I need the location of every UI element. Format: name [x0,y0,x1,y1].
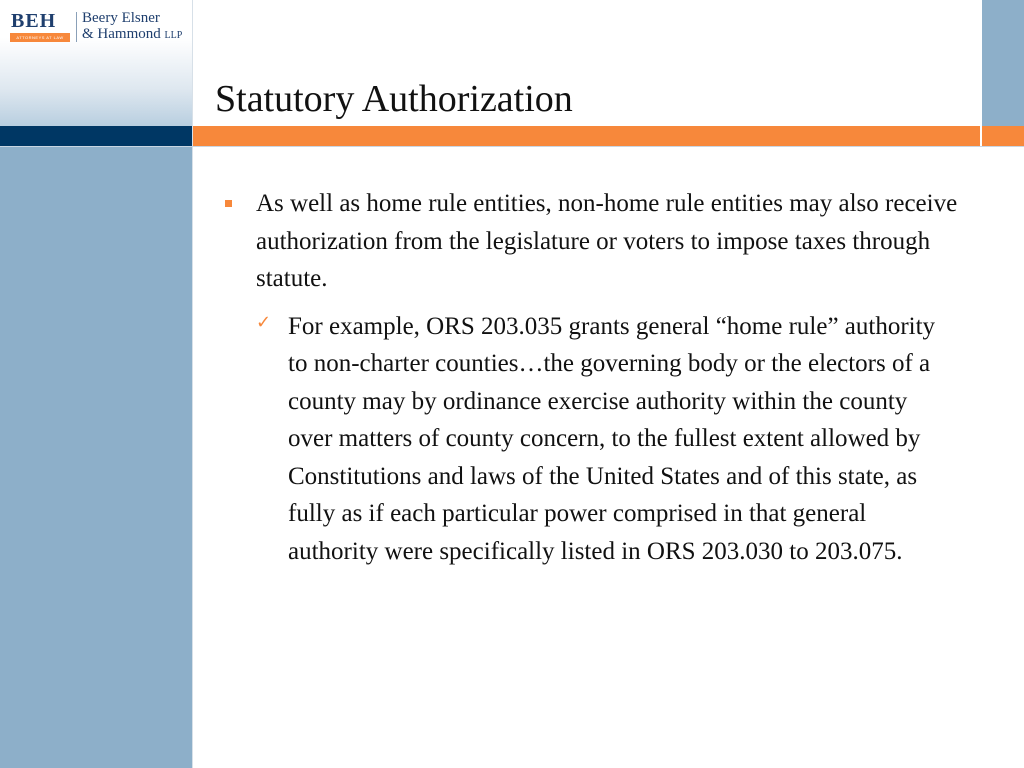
firm-logo [10,10,185,46]
logo-firm-name [82,10,182,44]
square-bullet-icon [225,200,232,207]
right-blue-strip [982,0,1024,126]
slide-title: Statutory Authorization [215,78,573,120]
sub-bullet-text: For example, ORS 203.035 grants general “home rule” authority to non-charter counties…the governing body or the electors of a county may by ordinance exercise authority within the county over matters of county concern, to the fullest extent allowed by Constitutions and laws of the United States and of this state, as fully as if each particular power comprised in that general authority were specifically listed in ORS 203.030 to 203.075. [288,312,936,565]
checkmark-icon: ✓ [256,311,272,333]
logo-name-line2: & Hammond [82,26,161,42]
logo-tagline: ATTORNEYS AT LAW [10,33,70,42]
left-panel-blue [0,147,192,768]
logo-name-line1: Beery Elsner [82,10,160,26]
logo-initials: BEH [11,10,57,32]
bullet-text: As well as home rule entities, non-home rule entities may also receive authorization from the legislature or voters to impose taxes through statute. [256,190,958,292]
bullet-item [222,185,962,298]
orange-header-bar [193,126,980,146]
left-panel [0,0,192,768]
header-underline [0,146,1024,147]
logo-suffix: LLP [164,30,183,41]
vertical-divider [192,0,193,768]
slide-content [222,185,962,570]
logo-separator [76,12,77,42]
sub-bullet-item [256,308,952,571]
right-orange-strip [982,126,1024,146]
navy-header-bar [0,126,192,146]
logo-mark [10,10,72,44]
